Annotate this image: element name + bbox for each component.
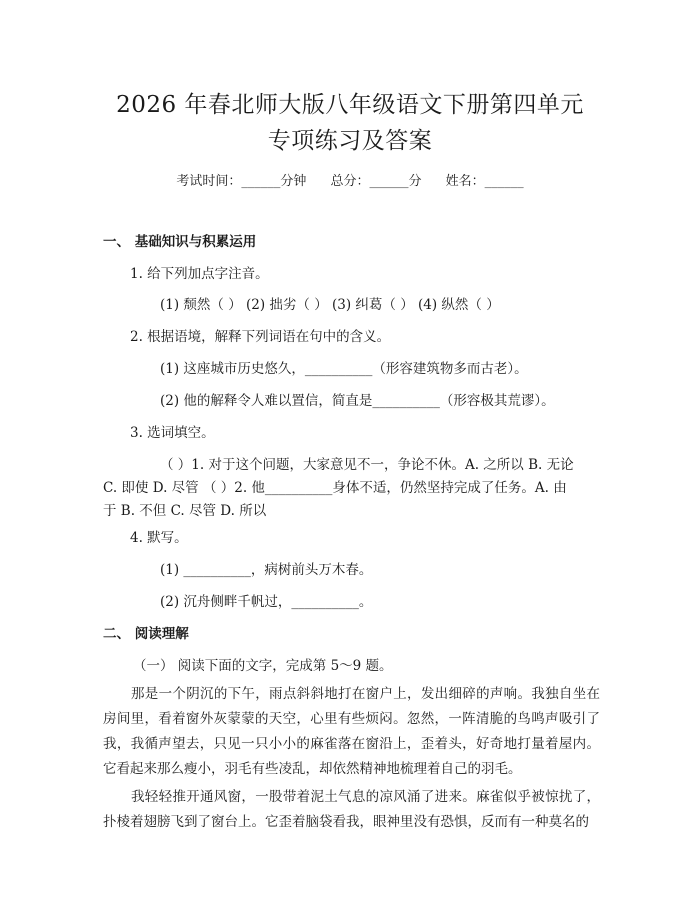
question-3-line-3: 于 B. 不但 C. 尽管 D. 所以 (103, 503, 267, 519)
reading-paragraph-1: 那是一个阴沉的下午，雨点斜斜地打在窗户上，发出细碎的声响。我独自坐在房间里，看着窗外灰蒙蒙的天空，心里有些烦闷。忽然，一阵清脆的鸟鸣声吸引了我，我循声望去，只见一只小小的麻雀落在窗沿上，歪着头，好奇地打量着屋内。它看起来那么瘦小，羽毛有些凌乱，却依然精神地梳理着自己的羽毛。 (103, 686, 600, 777)
question-3-line-2: C. 即使 D. 尽管 （ ）2. 他__________身体不适，仍然坚持完成了任务。A. 由 (103, 480, 567, 496)
question-2: 2. 根据语境，解释下列词语在句中的含义。 (130, 329, 391, 345)
title-line-2: 专项练习及答案 (267, 128, 433, 154)
reading-paragraph-2: 我轻轻推开通风窗，一股带着泥土气息的凉风涌了进来。麻雀似乎被惊扰了，扑棱着翅膀飞到了窗台上。它歪着脑袋看我，眼神里没有恐惧，反而有一种莫名的 (103, 789, 600, 830)
question-3: 3. 选词填空。 (130, 425, 215, 441)
question-1-items: (1) 颓然（ ） (2) 拙劣（ ） (3) 纠葛（ ） (4) 纵然（ ） (160, 297, 500, 313)
question-2-item-1: (1) 这座城市历史悠久，__________（形容建筑物多而古老）。 (160, 361, 528, 377)
question-1: 1. 给下列加点字注音。 (130, 266, 269, 282)
question-3-line-1: （ ）1. 对于这个问题，大家意见不一，争论不休。A. 之所以 B. 无论 (160, 457, 574, 473)
question-4: 4. 默写。 (130, 530, 188, 546)
title-line-1: 2026 年春北师大版八年级语文下册第四单元 (116, 92, 584, 118)
question-4-item-1: (1) __________，病树前头万木春。 (160, 562, 373, 578)
question-4-item-2: (2) 沉舟侧畔千帆过，__________。 (160, 594, 373, 610)
exam-score: 总分：______分 (330, 174, 422, 189)
question-2-item-2: (2) 他的解释令人难以置信，简直是__________（形容极其荒谬）。 (160, 393, 555, 409)
section-2-heading: 二、 阅读理解 (103, 626, 189, 642)
exam-info (0, 170, 700, 189)
section-1-heading: 一、 基础知识与积累运用 (103, 234, 257, 250)
exam-name: 姓名：______ (445, 174, 524, 189)
exam-time: 考试时间：______分钟 (176, 174, 307, 189)
reading-intro: （一） 阅读下面的文字，完成第 5～9 题。 (133, 658, 393, 674)
